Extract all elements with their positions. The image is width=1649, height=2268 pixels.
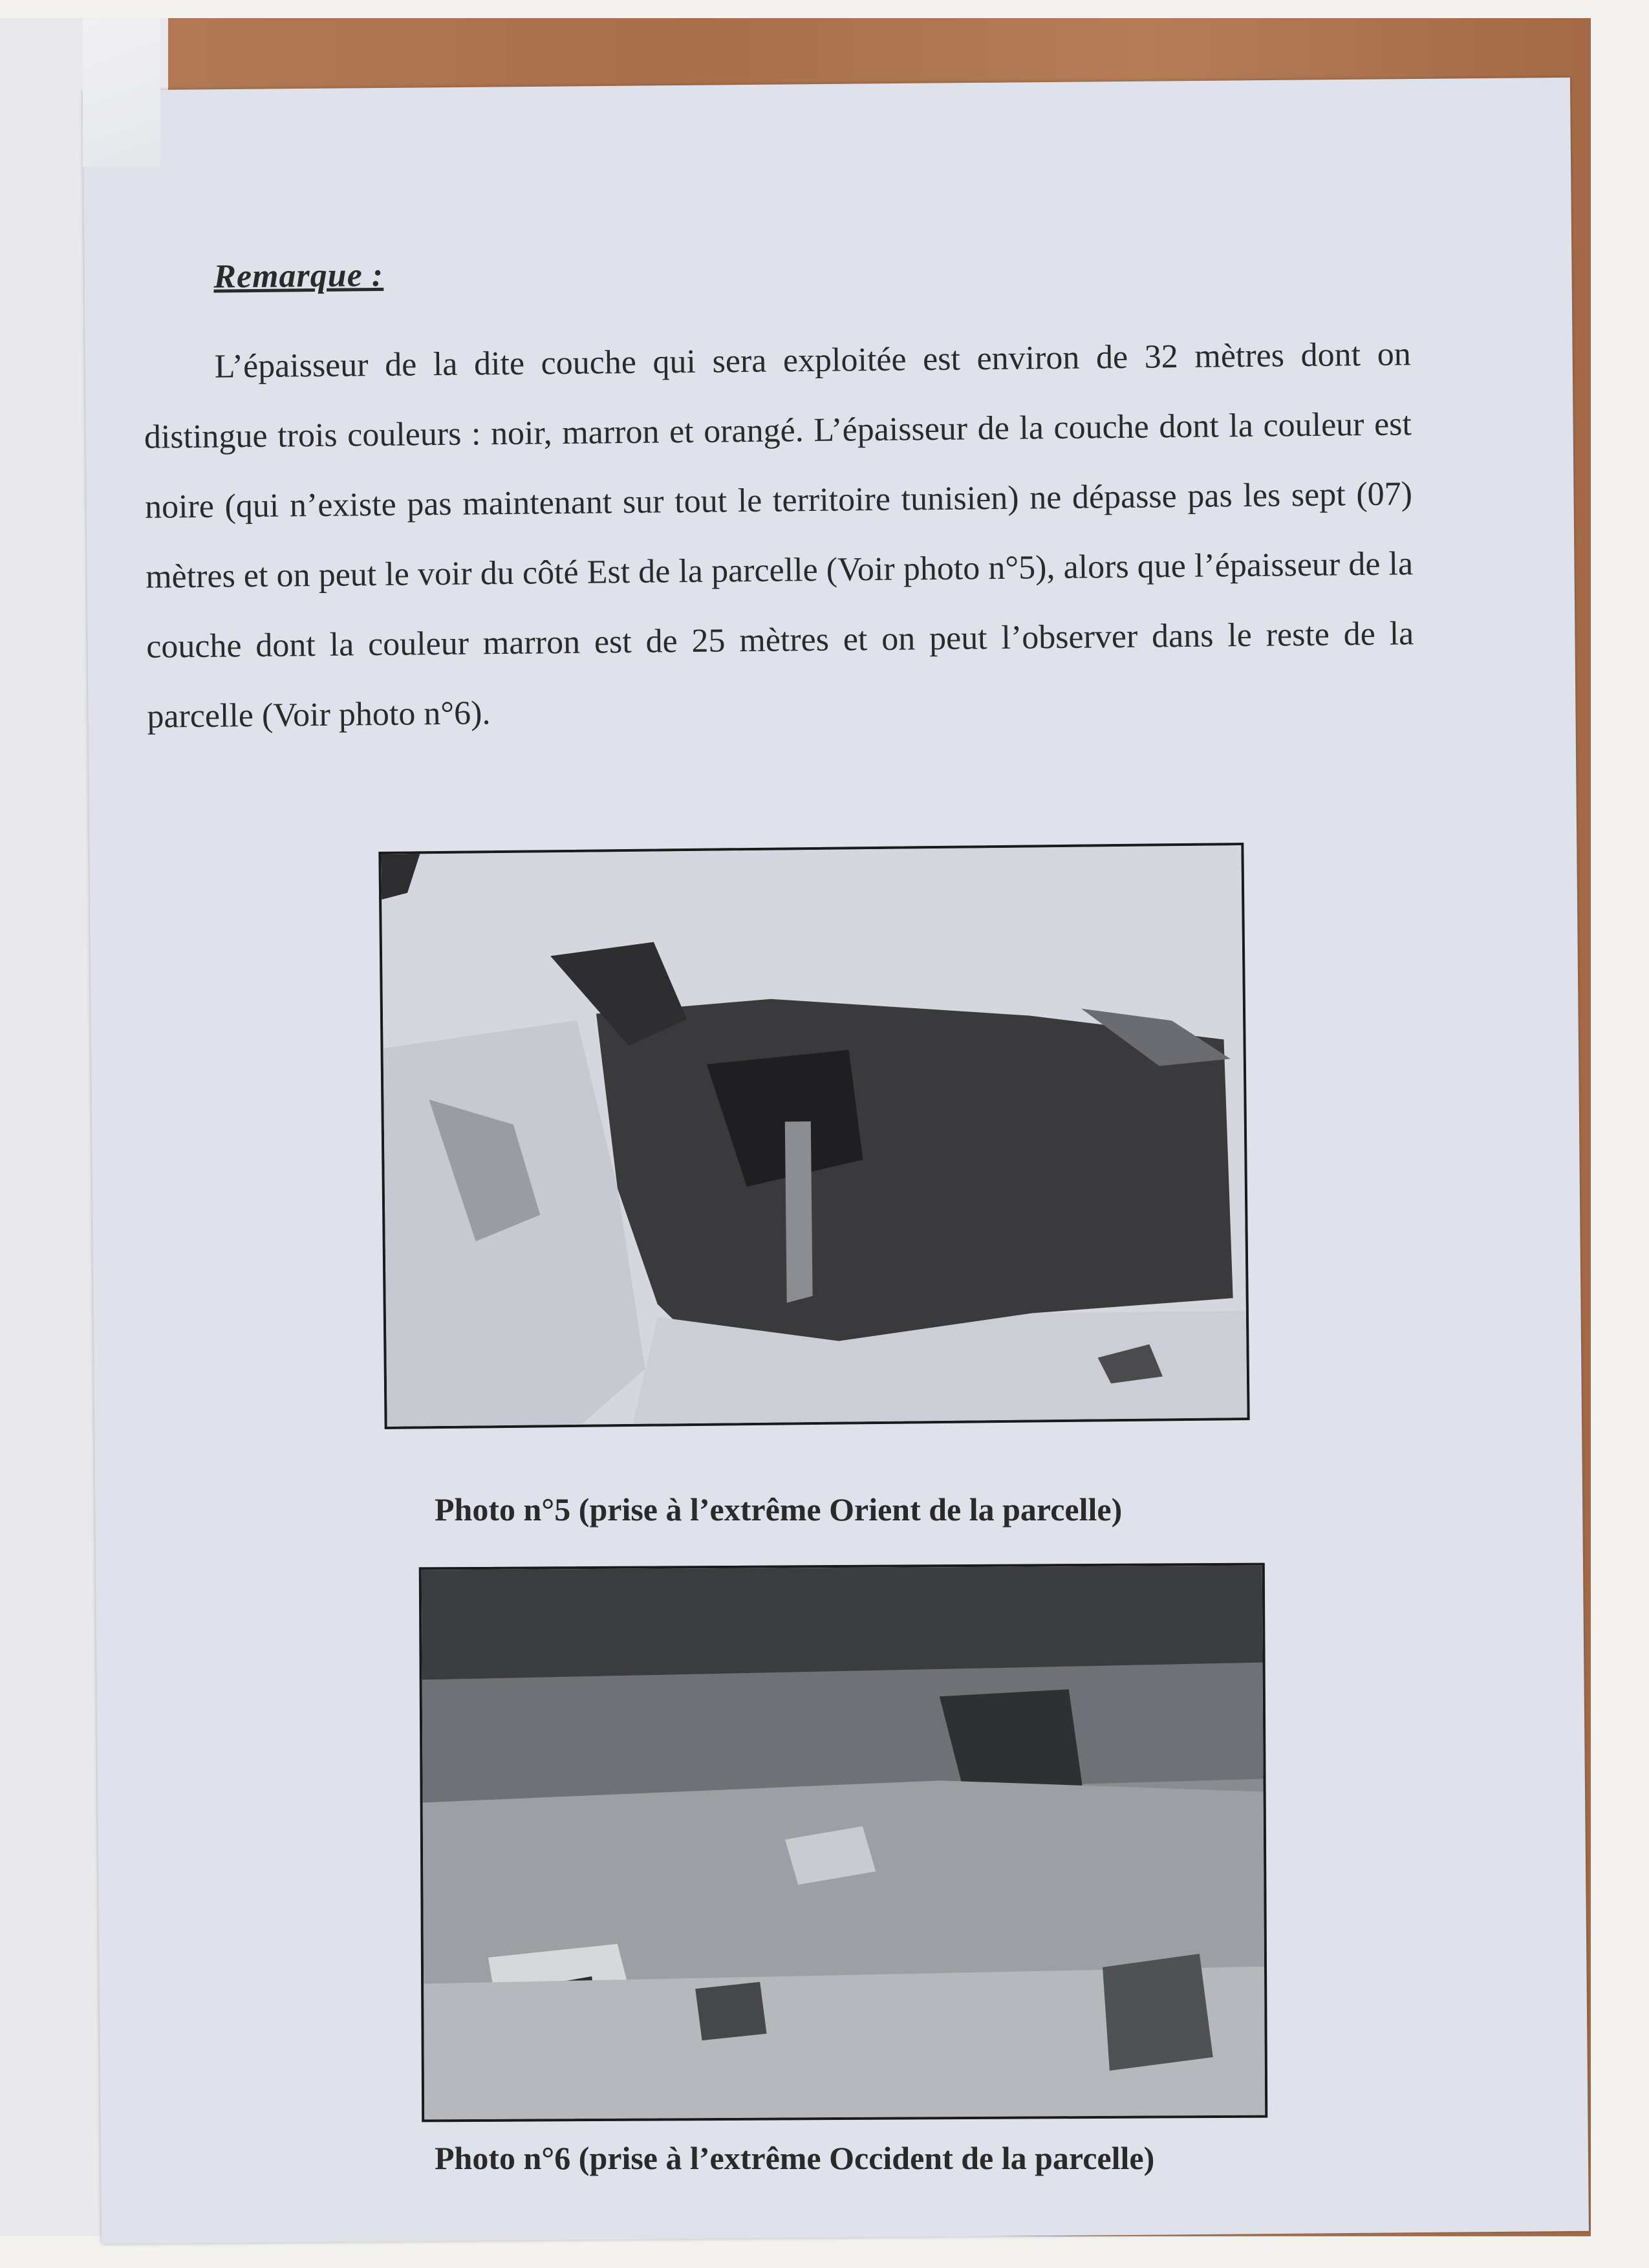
photo-5-image [381,845,1247,1427]
photo-6-caption: Photo n°6 (prise à l’extrême Occident de la parcelle) [435,2140,1155,2176]
photo-6 [419,1563,1267,2122]
remark-paragraph: L’épaisseur de la dite couche qui sera exploitée est environ de 32 mètres dont on distingue trois couleurs : noir, marron et orangé. L’épaisseur de la couche dont la couleur est noire (qui n’existe pas maintenant sur tout le territoire tunisien) ne dépasse pas les sept (07) mètres et on peut le voir du côté Est de la parcelle (Voir photo n°5), alors que l’épaisseur de la couche dont la couleur marron est de 25 mètres et on peut l’observer dans le reste de la parcelle (Voir photo n°6). [144,336,1414,735]
photo-6-image [422,1566,1265,2120]
photo-5-caption: Photo n°5 (prise à l’extrême Orient de la parcelle) [435,1491,1123,1528]
photo-5 [378,843,1249,1429]
paper-fold [83,18,160,167]
remark-heading: Remarque : [213,256,384,296]
